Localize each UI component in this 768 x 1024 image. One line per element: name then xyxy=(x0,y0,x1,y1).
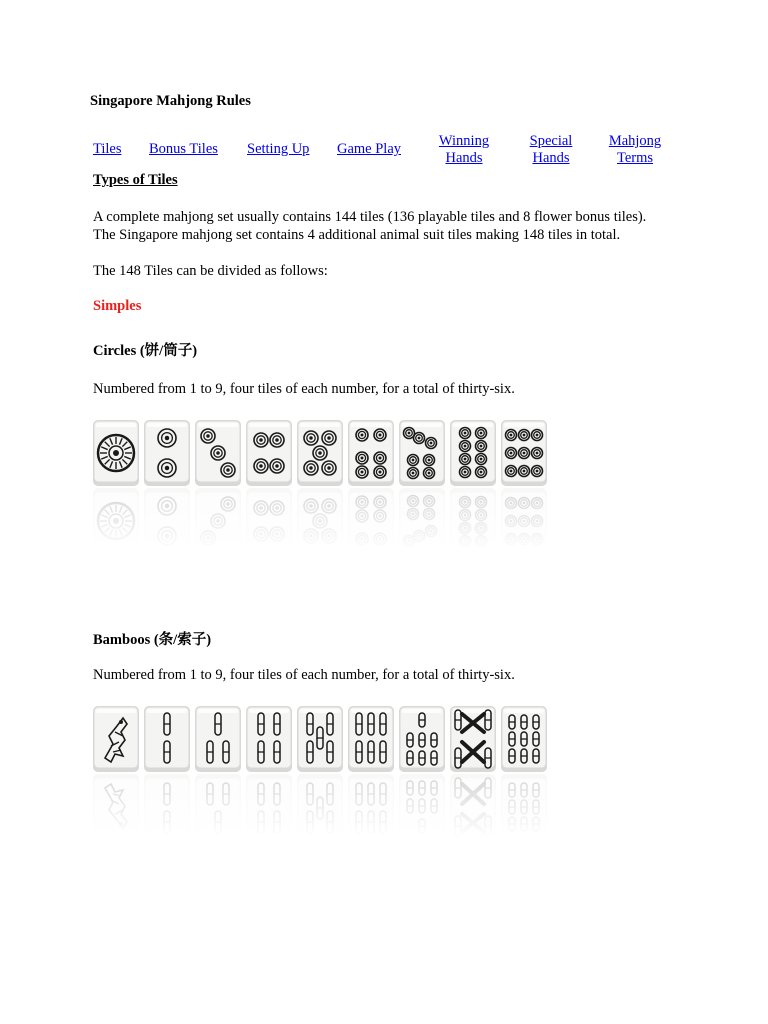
circles-tile-9 xyxy=(501,420,547,486)
divided-text: The 148 Tiles can be divided as follows: xyxy=(93,263,328,279)
section-nav xyxy=(93,133,693,169)
nav-link-winning-hands-line1: Winning xyxy=(438,133,490,149)
intro-line-2: The Singapore mahjong set contains 4 additional animal suit tiles making 148 tiles in total. xyxy=(93,227,621,243)
nav-link-special-hands[interactable] xyxy=(527,133,575,167)
nav-link-special-hands-line1: Special xyxy=(529,133,573,149)
circles-tiles-image xyxy=(92,416,547,556)
nav-link-tiles[interactable]: Tiles xyxy=(93,141,122,157)
circles-tile-1 xyxy=(93,420,139,486)
nav-link-mahjong-terms-line2: Terms xyxy=(616,150,654,166)
nav-link-bonus-tiles[interactable]: Bonus Tiles xyxy=(149,141,218,157)
nav-link-game-play[interactable]: Game Play xyxy=(337,141,402,157)
bamboos-tile-4 xyxy=(246,706,292,772)
nav-link-mahjong-terms-line1: Mahjong xyxy=(608,133,662,149)
bamboos-tile-2 xyxy=(144,706,190,772)
bamboos-tile-7 xyxy=(399,706,445,772)
circles-tile-4 xyxy=(246,420,292,486)
circles-tile-8 xyxy=(450,420,496,486)
nav-link-winning-hands[interactable] xyxy=(437,133,491,167)
circles-heading: Circles (饼/筒子) xyxy=(93,343,198,359)
bamboos-tile-strip xyxy=(92,702,547,842)
bamboos-heading: Bamboos (条/索子) xyxy=(93,632,212,648)
bamboos-tiles-image xyxy=(92,702,547,842)
bamboos-tile-3 xyxy=(195,706,241,772)
simples-heading: Simples xyxy=(93,298,142,314)
nav-link-winning-hands-line2: Hands xyxy=(445,150,483,166)
intro-line-1: A complete mahjong set usually contains 144 tiles (136 playable tiles and 8 flower bonus tiles). xyxy=(93,209,647,225)
circles-tile-2 xyxy=(144,420,190,486)
circles-tile-7 xyxy=(399,420,445,486)
circles-tile-5 xyxy=(297,420,343,486)
types-of-tiles-heading: Types of Tiles xyxy=(93,172,178,188)
bamboos-tile-5 xyxy=(297,706,343,772)
nav-link-setting-up[interactable]: Setting Up xyxy=(247,141,310,157)
intro-paragraph xyxy=(93,208,646,244)
bamboos-tile-9 xyxy=(501,706,547,772)
bamboos-description: Numbered from 1 to 9, four tiles of each number, for a total of thirty-six. xyxy=(93,667,515,683)
bamboos-tile-6 xyxy=(348,706,394,772)
circles-description: Numbered from 1 to 9, four tiles of each number, for a total of thirty-six. xyxy=(93,381,515,397)
circles-tile-strip xyxy=(92,416,547,556)
bamboos-tile-8 xyxy=(450,706,496,772)
circles-tile-3 xyxy=(195,420,241,486)
circles-tile-6 xyxy=(348,420,394,486)
bamboos-tile-1 xyxy=(93,706,139,772)
document-title: Singapore Mahjong Rules xyxy=(90,93,251,109)
nav-link-special-hands-line2: Hands xyxy=(532,150,570,166)
nav-link-mahjong-terms[interactable] xyxy=(607,133,663,167)
